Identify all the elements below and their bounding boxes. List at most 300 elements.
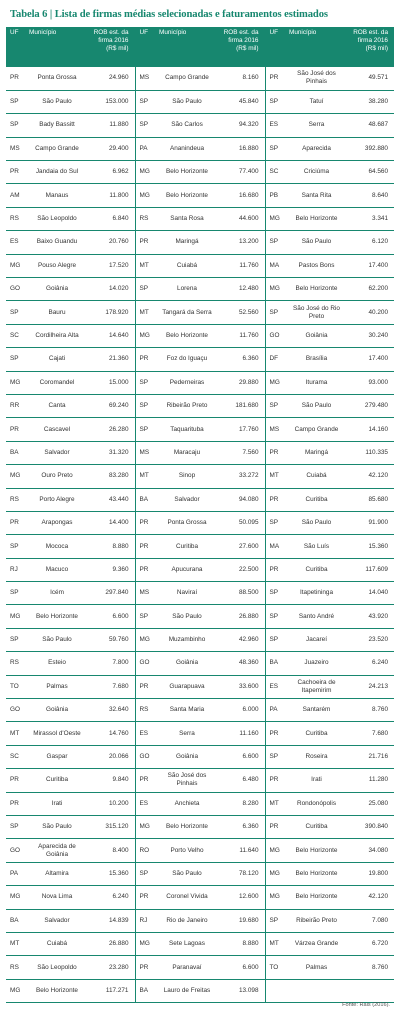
cell-uf: MG — [135, 324, 156, 347]
cell-municipio: Macuco — [26, 558, 88, 581]
header-uf: UF — [135, 27, 156, 67]
cell-municipio: Palmas — [26, 675, 88, 698]
cell-municipio: Cuiabá — [156, 254, 218, 277]
cell-uf: PR — [135, 769, 156, 792]
cell-rob: 19.800 — [347, 862, 394, 885]
cell-rob: 38.280 — [347, 90, 394, 113]
cell-rob: 11.760 — [218, 324, 265, 347]
cell-municipio: Belo Horizonte — [26, 605, 88, 628]
cell-rob: 15.360 — [347, 535, 394, 558]
cell-municipio: Curitiba — [286, 488, 347, 511]
cell-uf: MT — [6, 932, 26, 955]
cell-rob: 8.880 — [218, 932, 265, 955]
cell-municipio: Aparecida — [286, 137, 347, 160]
cell-rob: 8.760 — [347, 699, 394, 722]
cell-uf: RS — [6, 488, 26, 511]
cell-municipio: Curitiba — [286, 816, 347, 839]
table-title: Tabela 6 | Lista de firmas médias selecionadas e faturamentos estimados — [10, 9, 328, 20]
cell-municipio: Maringá — [156, 231, 218, 254]
table-row — [6, 558, 394, 581]
table-row — [6, 465, 394, 488]
cell-rob: 16.680 — [218, 184, 265, 207]
cell-rob: 23.520 — [347, 628, 394, 651]
cell-uf: SP — [265, 231, 286, 254]
cell-municipio: São Paulo — [26, 90, 88, 113]
cell-rob: 6.600 — [218, 956, 265, 979]
cell-uf: GO — [6, 278, 26, 301]
cell-municipio: Bady Bassitt — [26, 114, 88, 137]
cell-municipio: Serra — [286, 114, 347, 137]
cell-uf: SP — [135, 418, 156, 441]
cell-uf: PR — [6, 161, 26, 184]
cell-rob: 94.080 — [218, 488, 265, 511]
cell-uf: GO — [265, 324, 286, 347]
cell-municipio: Rondonópolis — [286, 792, 347, 815]
cell-rob: 6.600 — [88, 605, 135, 628]
cell-uf: MT — [135, 301, 156, 324]
cell-municipio: Santa Rita — [286, 184, 347, 207]
table-row — [6, 909, 394, 932]
cell-municipio: Belo Horizonte — [286, 207, 347, 230]
table-row — [6, 769, 394, 792]
cell-municipio: Santa Maria — [156, 699, 218, 722]
cell-municipio: Belo Horizonte — [156, 816, 218, 839]
cell-rob: 42.960 — [218, 628, 265, 651]
table-row — [6, 932, 394, 955]
cell-rob: 26.880 — [88, 932, 135, 955]
cell-municipio: Goiânia — [286, 324, 347, 347]
table-row — [6, 535, 394, 558]
table-row — [6, 231, 394, 254]
cell-municipio — [286, 979, 347, 1002]
cell-rob: 48.687 — [347, 114, 394, 137]
cell-municipio: Jacareí — [286, 628, 347, 651]
cell-rob: 26.880 — [218, 605, 265, 628]
cell-rob: 44.600 — [218, 207, 265, 230]
cell-rob: 6.240 — [88, 886, 135, 909]
cell-uf: SP — [265, 909, 286, 932]
cell-municipio: Cuiabá — [286, 465, 347, 488]
cell-municipio: Muzambinho — [156, 628, 218, 651]
table-row — [6, 652, 394, 675]
table-row — [6, 488, 394, 511]
cell-rob: 3.341 — [347, 207, 394, 230]
cell-rob: 21.716 — [347, 745, 394, 768]
source-note: Fonte: Rais (2016). — [342, 1002, 390, 1008]
cell-rob: 50.095 — [218, 511, 265, 534]
cell-uf: MG — [135, 816, 156, 839]
table-row — [6, 511, 394, 534]
cell-rob: 11.760 — [218, 254, 265, 277]
cell-municipio: Cordilheira Alta — [26, 324, 88, 347]
cell-uf: SP — [265, 582, 286, 605]
cell-municipio: Palmas — [286, 956, 347, 979]
cell-uf: MG — [6, 605, 26, 628]
cell-municipio: Itapetininga — [286, 582, 347, 605]
cell-municipio: Naviraí — [156, 582, 218, 605]
cell-uf: BA — [135, 979, 156, 1002]
cell-municipio: Apucurana — [156, 558, 218, 581]
cell-uf: PR — [265, 67, 286, 90]
cell-uf: SP — [265, 628, 286, 651]
cell-municipio: Lorena — [156, 278, 218, 301]
cell-municipio: Porto Alegre — [26, 488, 88, 511]
cell-uf: MS — [265, 418, 286, 441]
table-row — [6, 886, 394, 909]
cell-uf: PR — [135, 348, 156, 371]
cell-rob: 20.760 — [88, 231, 135, 254]
table-row — [6, 254, 394, 277]
cell-uf: PR — [135, 231, 156, 254]
cell-municipio: Campo Grande — [26, 137, 88, 160]
cell-rob: 20.066 — [88, 745, 135, 768]
cell-municipio: Baixo Guandu — [26, 231, 88, 254]
cell-rob: 6.360 — [218, 348, 265, 371]
cell-rob: 16.880 — [218, 137, 265, 160]
table-row — [6, 184, 394, 207]
cell-municipio: Esteio — [26, 652, 88, 675]
cell-municipio: Santo André — [286, 605, 347, 628]
cell-rob: 17.760 — [218, 418, 265, 441]
cell-uf: SP — [135, 114, 156, 137]
cell-rob: 32.640 — [88, 699, 135, 722]
cell-rob: 91.900 — [347, 511, 394, 534]
cell-municipio: Cajati — [26, 348, 88, 371]
cell-municipio: São Paulo — [26, 628, 88, 651]
cell-uf: MT — [265, 792, 286, 815]
cell-municipio: Icém — [26, 582, 88, 605]
cell-rob: 11.800 — [88, 184, 135, 207]
cell-municipio: Ponta Grossa — [26, 67, 88, 90]
cell-uf: MS — [6, 137, 26, 160]
cell-rob: 7.680 — [347, 722, 394, 745]
table-row — [6, 862, 394, 885]
cell-uf: BA — [6, 909, 26, 932]
cell-uf: SP — [6, 816, 26, 839]
cell-uf: SP — [265, 90, 286, 113]
cell-uf: MT — [265, 932, 286, 955]
cell-municipio: São Paulo — [156, 862, 218, 885]
cell-rob: 17.520 — [88, 254, 135, 277]
cell-rob: 48.360 — [218, 652, 265, 675]
cell-rob: 59.760 — [88, 628, 135, 651]
cell-municipio: Irati — [26, 792, 88, 815]
cell-municipio: Jandaia do Sul — [26, 161, 88, 184]
cell-rob: 6.000 — [218, 699, 265, 722]
cell-uf: SC — [265, 161, 286, 184]
cell-rob: 14.839 — [88, 909, 135, 932]
cell-uf: SP — [6, 535, 26, 558]
cell-municipio: Tangará da Serra — [156, 301, 218, 324]
cell-municipio: Brasília — [286, 348, 347, 371]
cell-rob: 279.480 — [347, 394, 394, 417]
table-row — [6, 278, 394, 301]
cell-municipio: Anchieta — [156, 792, 218, 815]
cell-rob: 12.480 — [218, 278, 265, 301]
table-row — [6, 441, 394, 464]
cell-uf: PR — [135, 675, 156, 698]
table-row — [6, 418, 394, 441]
cell-municipio: Curitiba — [26, 769, 88, 792]
cell-rob: 14.400 — [88, 511, 135, 534]
cell-municipio: São Paulo — [156, 90, 218, 113]
cell-municipio: Belo Horizonte — [286, 839, 347, 862]
cell-uf: SP — [265, 394, 286, 417]
cell-uf: MG — [6, 371, 26, 394]
cell-uf: RO — [135, 839, 156, 862]
cell-municipio: São Paulo — [286, 511, 347, 534]
cell-rob: 297.840 — [88, 582, 135, 605]
cell-uf: SP — [135, 278, 156, 301]
cell-uf: MG — [135, 184, 156, 207]
cell-municipio: Arapongas — [26, 511, 88, 534]
cell-uf: SP — [265, 745, 286, 768]
cell-rob: 29.880 — [218, 371, 265, 394]
table-row — [6, 722, 394, 745]
table-row — [6, 792, 394, 815]
cell-municipio: Ribeirão Preto — [286, 909, 347, 932]
cell-municipio: Ananindeua — [156, 137, 218, 160]
cell-uf: PR — [265, 441, 286, 464]
table-row — [6, 979, 394, 1002]
cell-rob: 10.200 — [88, 792, 135, 815]
table-row — [6, 582, 394, 605]
cell-municipio: Paranavaí — [156, 956, 218, 979]
cell-rob: 14.020 — [88, 278, 135, 301]
cell-uf: SP — [135, 90, 156, 113]
cell-uf: SP — [6, 114, 26, 137]
cell-municipio: Bauru — [26, 301, 88, 324]
cell-uf: MG — [265, 886, 286, 909]
cell-rob — [347, 979, 394, 1002]
header-municipio: Município — [286, 27, 347, 67]
cell-uf: RS — [6, 207, 26, 230]
cell-rob: 27.600 — [218, 535, 265, 558]
cell-uf: MG — [6, 465, 26, 488]
cell-municipio: Pederneiras — [156, 371, 218, 394]
table-row — [6, 348, 394, 371]
cell-municipio: Goiânia — [156, 745, 218, 768]
cell-rob: 11.280 — [347, 769, 394, 792]
cell-rob: 14.040 — [347, 582, 394, 605]
cell-rob: 11.640 — [218, 839, 265, 862]
cell-rob: 17.400 — [347, 254, 394, 277]
cell-uf: PR — [135, 558, 156, 581]
cell-rob: 178.920 — [88, 301, 135, 324]
cell-municipio: São Paulo — [26, 816, 88, 839]
cell-uf: TO — [6, 675, 26, 698]
cell-rob: 8.760 — [347, 956, 394, 979]
cell-uf: MG — [6, 979, 26, 1002]
table-row — [6, 816, 394, 839]
cell-rob: 153.000 — [88, 90, 135, 113]
cell-rob: 9.840 — [88, 769, 135, 792]
header-uf: UF — [6, 27, 26, 67]
cell-uf: SP — [6, 348, 26, 371]
cell-rob: 12.600 — [218, 886, 265, 909]
cell-municipio: Cuiabá — [26, 932, 88, 955]
cell-rob: 14.760 — [88, 722, 135, 745]
cell-municipio: Manaus — [26, 184, 88, 207]
cell-rob: 83.280 — [88, 465, 135, 488]
cell-rob: 7.800 — [88, 652, 135, 675]
header-rob: ROB est. da firma 2016 (R$ mil) — [88, 27, 135, 67]
cell-rob: 181.680 — [218, 394, 265, 417]
table-row — [6, 301, 394, 324]
cell-uf: SC — [6, 324, 26, 347]
cell-municipio: Curitiba — [286, 558, 347, 581]
cell-rob: 14.640 — [88, 324, 135, 347]
table-row — [6, 745, 394, 768]
cell-uf: ES — [135, 722, 156, 745]
cell-municipio: Campo Grande — [286, 418, 347, 441]
cell-rob: 13.098 — [218, 979, 265, 1002]
cell-municipio: Ouro Preto — [26, 465, 88, 488]
cell-municipio: São Luís — [286, 535, 347, 558]
cell-rob: 7.560 — [218, 441, 265, 464]
cell-uf: SP — [6, 90, 26, 113]
cell-rob: 110.335 — [347, 441, 394, 464]
cell-uf: RS — [6, 956, 26, 979]
cell-municipio: Cascavel — [26, 418, 88, 441]
cell-uf: MG — [265, 839, 286, 862]
cell-rob: 29.400 — [88, 137, 135, 160]
cell-municipio: São José dos Pinhais — [286, 67, 347, 90]
cell-rob: 24.960 — [88, 67, 135, 90]
table-row — [6, 137, 394, 160]
cell-uf: RR — [6, 394, 26, 417]
cell-uf: MS — [135, 441, 156, 464]
cell-municipio: Aparecida de Goiânia — [26, 839, 88, 862]
cell-municipio: São José dos Pinhais — [156, 769, 218, 792]
cell-uf: MT — [6, 722, 26, 745]
cell-uf: PB — [265, 184, 286, 207]
cell-uf: PR — [265, 488, 286, 511]
cell-rob: 315.120 — [88, 816, 135, 839]
cell-municipio: São Paulo — [286, 231, 347, 254]
cell-rob: 7.080 — [347, 909, 394, 932]
cell-municipio: Rio de Janeiro — [156, 909, 218, 932]
cell-uf: MG — [135, 161, 156, 184]
header-municipio: Município — [156, 27, 218, 67]
cell-municipio: Belo Horizonte — [286, 862, 347, 885]
cell-municipio: Tatuí — [286, 90, 347, 113]
cell-rob: 6.480 — [218, 769, 265, 792]
cell-uf: SP — [265, 301, 286, 324]
cell-uf — [265, 979, 286, 1002]
cell-uf: RJ — [135, 909, 156, 932]
cell-uf: PA — [265, 699, 286, 722]
cell-municipio: Juazeiro — [286, 652, 347, 675]
cell-uf: MT — [135, 254, 156, 277]
cell-rob: 23.280 — [88, 956, 135, 979]
table-row — [6, 67, 394, 90]
cell-municipio: Santarém — [286, 699, 347, 722]
cell-municipio: Goiânia — [26, 699, 88, 722]
cell-uf: SP — [135, 394, 156, 417]
cell-uf: AM — [6, 184, 26, 207]
cell-rob: 33.600 — [218, 675, 265, 698]
cell-uf: GO — [6, 699, 26, 722]
cell-municipio: São Leopoldo — [26, 207, 88, 230]
cell-municipio: Campo Grande — [156, 67, 218, 90]
cell-rob: 8.640 — [347, 184, 394, 207]
cell-municipio: Sinop — [156, 465, 218, 488]
cell-uf: PR — [6, 769, 26, 792]
cell-municipio: Criciúma — [286, 161, 347, 184]
cell-uf: SC — [6, 745, 26, 768]
cell-rob: 17.400 — [347, 348, 394, 371]
cell-uf: PR — [6, 418, 26, 441]
cell-municipio: São José do Rio Preto — [286, 301, 347, 324]
cell-uf: BA — [265, 652, 286, 675]
cell-rob: 26.280 — [88, 418, 135, 441]
cell-municipio: Goiânia — [26, 278, 88, 301]
cell-uf: PR — [135, 511, 156, 534]
cell-municipio: Taquarituba — [156, 418, 218, 441]
cell-uf: PR — [135, 535, 156, 558]
cell-rob: 78.120 — [218, 862, 265, 885]
cell-municipio: São Paulo — [286, 394, 347, 417]
cell-uf: PR — [6, 67, 26, 90]
cell-rob: 13.200 — [218, 231, 265, 254]
cell-rob: 22.500 — [218, 558, 265, 581]
cell-municipio: Belo Horizonte — [286, 886, 347, 909]
cell-rob: 69.240 — [88, 394, 135, 417]
cell-uf: MT — [135, 465, 156, 488]
cell-municipio: Curitiba — [156, 535, 218, 558]
cell-uf: PR — [135, 956, 156, 979]
table-row — [6, 394, 394, 417]
cell-uf: GO — [135, 652, 156, 675]
cell-uf: ES — [6, 231, 26, 254]
cell-rob: 117.609 — [347, 558, 394, 581]
cell-municipio: Cachoeira de Itapemirim — [286, 675, 347, 698]
cell-uf: PR — [6, 511, 26, 534]
cell-rob: 62.200 — [347, 278, 394, 301]
table-row — [6, 628, 394, 651]
cell-uf: RS — [135, 699, 156, 722]
cell-rob: 8.400 — [88, 839, 135, 862]
cell-municipio: Maracaju — [156, 441, 218, 464]
cell-rob: 6.600 — [218, 745, 265, 768]
cell-rob: 15.360 — [88, 862, 135, 885]
cell-rob: 6.360 — [218, 816, 265, 839]
cell-uf: MG — [135, 932, 156, 955]
table-row — [6, 324, 394, 347]
cell-rob: 43.920 — [347, 605, 394, 628]
cell-uf: PA — [6, 862, 26, 885]
cell-municipio: Gaspar — [26, 745, 88, 768]
cell-municipio: Salvador — [26, 441, 88, 464]
cell-uf: ES — [135, 792, 156, 815]
cell-municipio: Santa Rosa — [156, 207, 218, 230]
cell-municipio: Foz do Iguaçu — [156, 348, 218, 371]
cell-uf: SP — [265, 511, 286, 534]
cell-rob: 94.320 — [218, 114, 265, 137]
cell-rob: 6.962 — [88, 161, 135, 184]
cell-rob: 392.880 — [347, 137, 394, 160]
table-row — [6, 207, 394, 230]
cell-rob: 43.440 — [88, 488, 135, 511]
cell-municipio: Várzea Grande — [286, 932, 347, 955]
cell-uf: MG — [6, 254, 26, 277]
cell-municipio: Goiânia — [156, 652, 218, 675]
cell-rob: 93.000 — [347, 371, 394, 394]
cell-rob: 85.680 — [347, 488, 394, 511]
cell-rob: 11.880 — [88, 114, 135, 137]
cell-uf: PR — [265, 722, 286, 745]
